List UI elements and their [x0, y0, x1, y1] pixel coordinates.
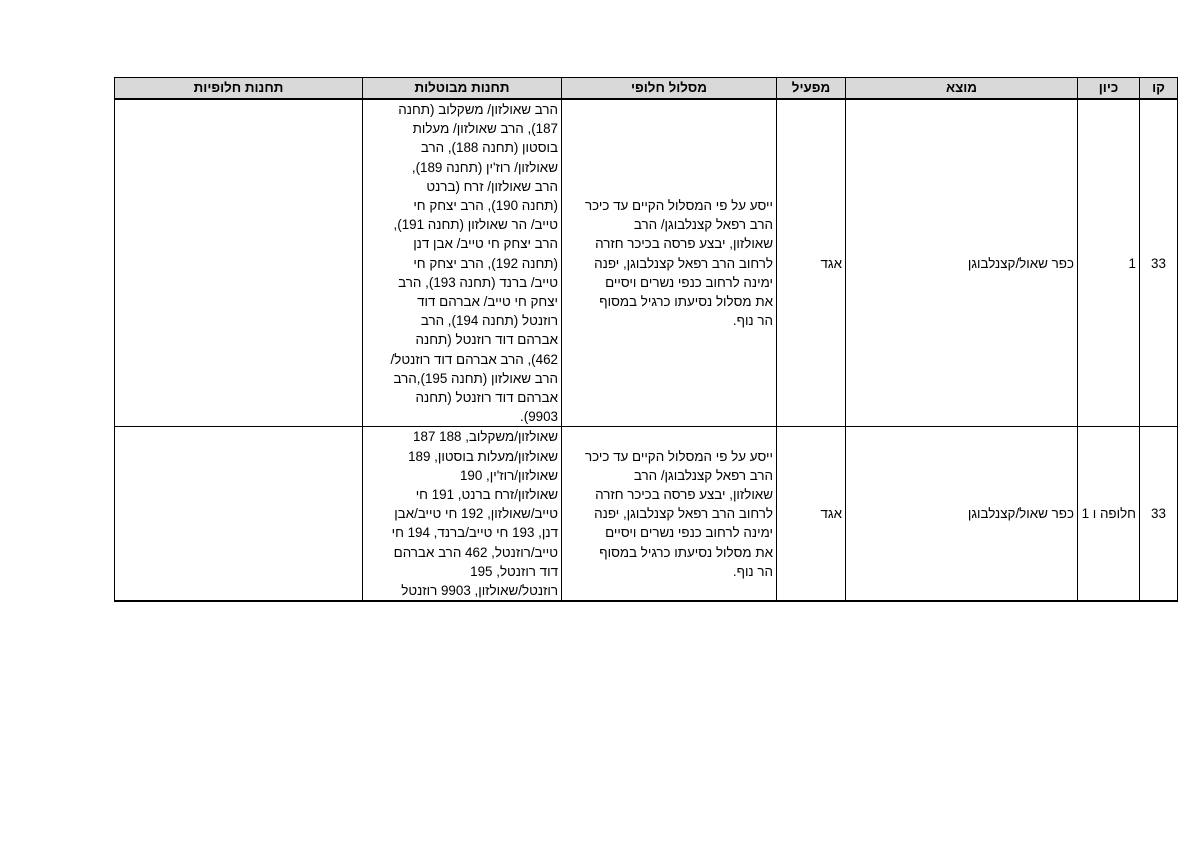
table-row	[115, 427, 1178, 601]
cancelled-stations-line: טייב/ ברנד (תחנה 193), הרב	[398, 274, 558, 290]
header-cancelled-stations: תחנות מבוטלות	[363, 78, 562, 100]
cancelled-stations-line: דנן, 193 חי טייב/ברנד, 194 חי	[391, 525, 558, 541]
cancelled-stations-line: בוסטון (תחנה 188), הרב	[420, 140, 558, 156]
cancelled-stations-line: הרב יצחק חי טייב/ אבן דנן	[413, 236, 558, 252]
alt-route-line: הר נוף.	[732, 563, 773, 579]
header-alt-route: מסלול חלופי	[562, 78, 777, 100]
cancelled-stations-line: (תחנה 190), הרב יצחק חי	[413, 198, 558, 214]
cancelled-stations-line: טייב/שאולזון, 192 חי טייב/אבן	[394, 506, 558, 522]
alt-route-line: את מסלול נסיעתו כרגיל במסוף	[599, 294, 773, 310]
alt-route-line: ימינה לרחוב כנפי נשרים ויסיים	[605, 274, 773, 290]
cancelled-stations-line: שאולזון/מעלות בוסטון, 189	[408, 448, 558, 464]
alt-route-line: ייסע על פי המסלול הקיים עד כיכר	[584, 198, 773, 214]
cell-operator: אגד	[777, 427, 846, 601]
table-row	[115, 99, 1178, 427]
alt-route-line: הרב רפאל קצנלבוגן/ הרב	[633, 217, 773, 233]
alt-route-line: לרחוב הרב רפאל קצנלבוגן, יפנה	[594, 506, 773, 522]
alt-route-line: ימינה לרחוב כנפי נשרים ויסיים	[605, 525, 773, 541]
cancelled-stations-line: הרב שאולזון (תחנה 195),הרב	[393, 370, 558, 386]
cell-alt-stations	[115, 427, 363, 601]
header-line: קו	[1140, 78, 1178, 100]
cell-origin: כפר שאול/קצנלבוגן	[846, 99, 1078, 427]
header-alt-stations: תחנות חלופיות	[115, 78, 363, 100]
cancelled-stations-line: (תחנה 192), הרב יצחק חי	[413, 255, 558, 271]
cell-direction: 1	[1078, 99, 1140, 427]
cell-alt-stations	[115, 99, 363, 427]
cell-alt-route	[562, 99, 777, 427]
cancelled-stations-line: הרב שאולזון/ משקלוב (תחנה	[398, 102, 558, 117]
cancelled-stations-line: שאולזון/ רוז'ין (תחנה 189),	[411, 159, 558, 175]
alt-route-line: הרב רפאל קצנלבוגן/ הרב	[633, 467, 773, 483]
cancelled-stations-line: רוזנטל/שאולזון, 9903 רוזנטל	[401, 583, 558, 599]
cancelled-stations-line: שאולזון/זרח ברנט, 191 חי	[415, 487, 558, 503]
alt-route-line: שאולזון, יבצע פרסה בכיכר חזרה	[595, 487, 773, 503]
cell-line: 33	[1140, 427, 1178, 601]
header-direction: כיון	[1078, 78, 1140, 100]
cell-origin: כפר שאול/קצנלבוגן	[846, 427, 1078, 601]
cancelled-stations-line: שאולזון/רוז'ין, 190	[459, 467, 558, 483]
cancelled-stations-line: הרב שאולזון/ זרח (ברנט	[426, 178, 558, 194]
cell-cancelled-stations	[363, 99, 562, 427]
cancelled-stations-line: יצחק חי טייב/ אברהם דוד	[417, 294, 558, 310]
cell-alt-route	[562, 427, 777, 601]
alt-route-line: לרחוב הרב רפאל קצנלבוגן, יפנה	[594, 255, 773, 271]
alt-route-line: הר נוף.	[732, 313, 773, 329]
cancelled-stations-line: אברהם דוד רוזנטל (תחנה	[415, 390, 558, 406]
cancelled-stations-line: 462), הרב אברהם דוד רוזנטל/	[390, 351, 558, 367]
cell-line: 33	[1140, 99, 1178, 427]
alt-route-line: שאולזון, יבצע פרסה בכיכר חזרה	[595, 236, 773, 252]
cancelled-stations-line: טייב/ הר שאולזון (תחנה 191),	[393, 217, 558, 233]
cancelled-stations-line: רוזנטל (תחנה 194), הרב	[420, 313, 558, 329]
cancelled-stations-line: 187), הרב שאולזון/ מעלות	[412, 121, 558, 137]
cancelled-stations-line: שאולזון/משקלוב, 188 187	[413, 429, 558, 445]
cancelled-stations-line: 9903).	[520, 409, 558, 425]
cell-operator: אגד	[777, 99, 846, 427]
route-changes-table	[114, 77, 1178, 602]
cancelled-stations-line: אברהם דוד רוזנטל (תחנה	[415, 332, 558, 348]
cell-direction: חלופה ו 1	[1078, 427, 1140, 601]
alt-route-line: את מסלול נסיעתו כרגיל במסוף	[599, 544, 773, 560]
cancelled-stations-line: דוד רוזנטל, 195	[470, 563, 558, 579]
cancelled-stations-line: טייב/רוזנטל, 462 הרב אברהם	[393, 544, 558, 560]
header-origin: מוצא	[846, 78, 1078, 100]
alt-route-line: ייסע על פי המסלול הקיים עד כיכר	[584, 448, 773, 464]
header-operator: מפעיל	[777, 78, 846, 100]
cell-cancelled-stations	[363, 427, 562, 601]
table-header-row	[115, 78, 1178, 100]
